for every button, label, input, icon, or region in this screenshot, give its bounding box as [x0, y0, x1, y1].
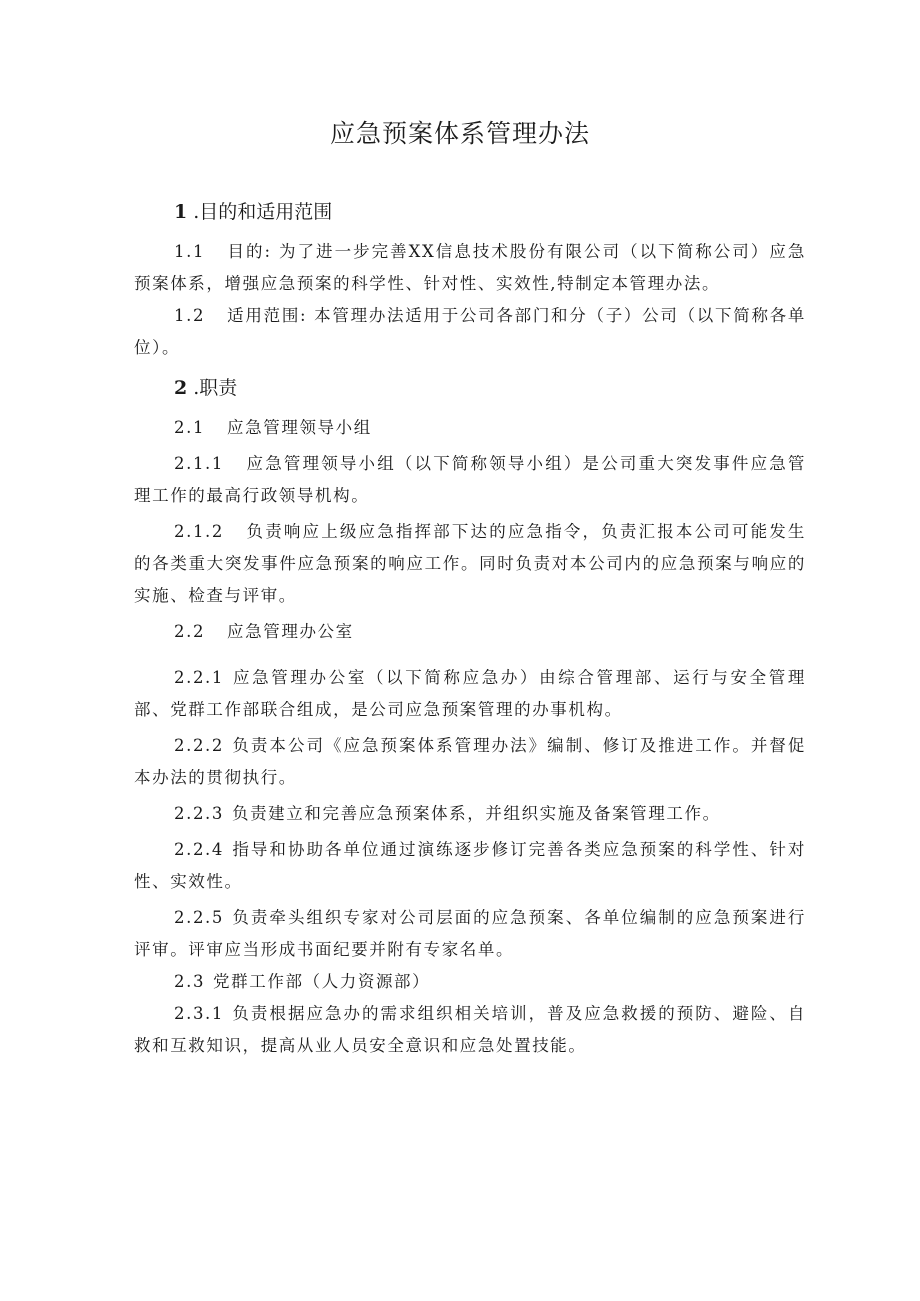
paragraph [134, 448, 806, 512]
clause-text: 应急管理办公室 [227, 622, 354, 641]
paragraph [134, 236, 806, 300]
clause-number: 2.2.2 [174, 736, 224, 755]
clause-text: 负责建立和完善应急预案体系，并组织实施及备案管理工作。 [231, 804, 721, 823]
clause-number: 1.1 [174, 242, 206, 261]
clause-text: 负责根据应急办的需求组织相关培训，普及应急救援的预防、避险、自救和互救知识，提高从业人员安全意识和应急处置技能。 [134, 1004, 806, 1055]
clause-number: 2.2.3 [174, 804, 224, 823]
clause-number: 2.2.1 [174, 668, 224, 687]
document-body [134, 196, 806, 1062]
paragraph [134, 834, 806, 898]
clause-number: 2.1.2 [174, 522, 224, 541]
document-title: 应急预案体系管理办法 [329, 119, 590, 148]
clause-number: 2.1.1 [174, 454, 224, 473]
section-title: .目的和适用范围 [193, 201, 333, 223]
paragraph [134, 730, 806, 794]
clause-text: 负责牵头组织专家对公司层面的应急预案、各单位编制的应急预案进行评审。评审应当形成书面纪要并附有专家名单。 [134, 908, 806, 959]
clause-number: 2.2.4 [174, 840, 224, 859]
section-heading [134, 196, 806, 228]
clause-text: 负责响应上级应急指挥部下达的应急指令，负责汇报本公司可能发生的各类重大突发事件应急预案的响应工作。同时负责对本公司内的应急预案与响应的实施、检查与评审。 [134, 522, 806, 605]
paragraph [134, 902, 806, 966]
section-title: .职责 [193, 377, 238, 399]
paragraph [134, 998, 806, 1062]
paragraph [134, 798, 806, 830]
clause-text: 负责本公司《应急预案体系管理办法》编制、修订及推进工作。并督促本办法的贯彻执行。 [134, 736, 806, 787]
paragraph [134, 516, 806, 612]
section-number: 1 [174, 201, 188, 223]
clause-text: 目的: 为了进一步完善XX信息技术股份有限公司（以下简称公司）应急预案体系，增强应急预案的科学性、针对性、实效性,特制定本管理办法。 [134, 242, 806, 293]
clause-text: 应急管理领导小组（以下简称领导小组）是公司重大突发事件应急管理工作的最高行政领导机构。 [134, 454, 806, 505]
clause-text: 应急管理办公室（以下简称应急办）由综合管理部、运行与安全管理部、党群工作部联合组成，是公司应急预案管理的办事机构。 [134, 668, 806, 719]
paragraph [134, 616, 806, 648]
clause-text: 党群工作部（人力资源部） [213, 972, 431, 991]
clause-number: 1.2 [174, 306, 206, 325]
paragraph [134, 966, 806, 998]
clause-number: 2.2.5 [174, 908, 224, 927]
clause-text: 适用范围: 本管理办法适用于公司各部门和分（子）公司（以下简称各单位）。 [134, 306, 806, 357]
clause-number: 2.3.1 [174, 1004, 224, 1023]
clause-number: 2.3 [174, 972, 206, 991]
clause-text: 指导和协助各单位通过演练逐步修订完善各类应急预案的科学性、针对性、实效性。 [134, 840, 806, 891]
paragraph [134, 662, 806, 726]
section-number: 2 [174, 377, 188, 399]
paragraph [134, 300, 806, 364]
section-heading [134, 372, 806, 404]
paragraph [134, 412, 806, 444]
clause-number: 2.1 [174, 418, 206, 437]
clause-number: 2.2 [174, 622, 206, 641]
clause-text: 应急管理领导小组 [227, 418, 372, 437]
